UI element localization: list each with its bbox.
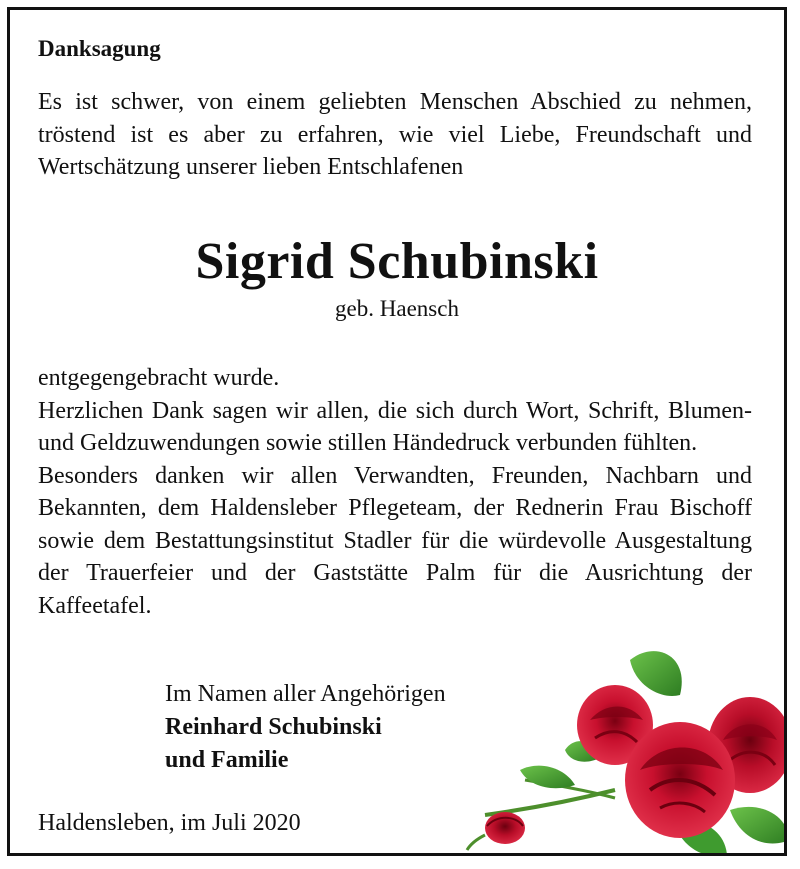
intro-paragraph: Es ist schwer, von einem geliebten Menschen Abschied zu nehmen, tröstend ist es aber zu erfahren, wie viel Liebe, Freundschaft und Wertschätzung unserer lieben Entschlafenen — [38, 89, 752, 180]
body-line-continuation: entgegengebracht wurde. — [38, 365, 280, 391]
place-date: Haldensleben, im Juli 2020 — [38, 810, 301, 836]
thanks-body — [38, 362, 752, 622]
birth-name: geb. Haensch — [335, 296, 459, 321]
body-paragraph-thanks: Herzlichen Dank sagen wir allen, die sich durch Wort, Schrift, Blumen- und Geldzuwendungen sowie stillen Händedruck verbunden fühlten. — [38, 397, 752, 456]
signature-name: Reinhard Schubinski — [165, 714, 382, 740]
signature-block — [165, 678, 446, 777]
deceased-name: Sigrid Schubinski — [195, 233, 599, 290]
body-paragraph-special-thanks: Besonders danken wir allen Verwandten, Freunden, Nachbarn und Bekannten, dem Haldensleber Pflegeteam, der Rednerin Frau Bischoff sowie dem Bestattungsinstitut Stadler für die würdevolle Ausgestaltung der Trauerfeier und der Gaststätte Palm für die Ausrichtung der Kaffeetafel. — [38, 462, 752, 619]
roses-image — [465, 640, 787, 856]
signature-family: und Familie — [165, 747, 289, 773]
notice-heading: Danksagung — [38, 36, 161, 61]
obituary-notice — [7, 7, 787, 856]
signature-intro: Im Namen aller Angehörigen — [165, 681, 446, 707]
